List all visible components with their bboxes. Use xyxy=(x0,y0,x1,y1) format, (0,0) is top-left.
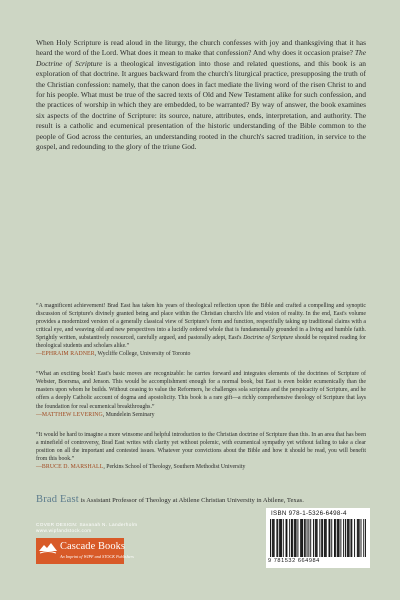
barcode-bar xyxy=(277,519,278,557)
book-description xyxy=(36,38,366,152)
barcode-bar xyxy=(291,519,292,557)
barcode-bar xyxy=(321,519,322,557)
barcode-bar xyxy=(281,519,282,557)
endorser-affiliation: , Wycliffe College, University of Toronto xyxy=(94,351,191,358)
cascade-logo-icon xyxy=(39,541,57,555)
barcode-bar xyxy=(280,519,281,557)
barcode-bar xyxy=(335,519,336,557)
barcode-bar xyxy=(274,519,275,557)
author-bio-text: is Assistant Professor of Theology at Abilene Christian University in Abilene, Texas. xyxy=(78,497,304,504)
isbn-barcode-box xyxy=(266,508,370,568)
barcode-bar xyxy=(292,519,293,557)
description-part-1: When Holy Scripture is read aloud in the liturgy, the church confesses with joy and thanksgiving that it has heard the word of the Lord. What does it mean to make that confession? And why does it occasion praise? xyxy=(36,38,366,58)
barcode-bar xyxy=(316,519,317,557)
barcode-bar xyxy=(331,519,332,557)
barcode-bar xyxy=(315,519,316,557)
endorsement-attribution xyxy=(36,350,366,358)
barcode-bar xyxy=(302,519,303,557)
endorsement-text-end: should be required reading for theological students and scholars alike.” xyxy=(36,335,366,350)
barcode-bar xyxy=(308,519,309,557)
author-bio xyxy=(36,495,376,505)
barcode-bar xyxy=(301,519,302,557)
barcode-bar xyxy=(294,519,295,557)
barcode-bar xyxy=(329,519,330,557)
endorser-name: —BRUCE D. MARSHALL xyxy=(36,463,104,470)
barcode-bar xyxy=(310,519,311,557)
barcode-bar xyxy=(361,519,362,557)
barcode-bar xyxy=(329,519,330,557)
endorsement-radner xyxy=(36,302,366,358)
description-title: The Doctrine of Scripture xyxy=(36,48,366,68)
barcode-bar xyxy=(363,519,364,557)
barcode-bar xyxy=(348,519,349,557)
endorsement-marshall xyxy=(36,431,366,471)
publisher-logo-block xyxy=(36,538,134,564)
endorsements xyxy=(36,302,366,483)
barcode-bar xyxy=(319,519,320,557)
barcode-bar xyxy=(334,519,335,557)
barcode-bar xyxy=(351,519,352,557)
barcode-bar xyxy=(347,519,348,557)
barcode-bar xyxy=(272,519,273,557)
barcode-bar xyxy=(300,519,301,557)
barcode-bar xyxy=(345,519,346,557)
barcode-bar xyxy=(357,519,358,557)
barcode-digits: 9 781532 664984 xyxy=(268,558,320,564)
barcode-bar xyxy=(338,519,339,557)
barcode-bar xyxy=(297,519,298,557)
publisher-url: www.wipfandstock.com xyxy=(36,528,92,534)
isbn-label: ISBN 978-1-5326-6498-4 xyxy=(271,510,347,517)
barcode-bar xyxy=(270,519,271,557)
barcode-bar xyxy=(295,519,296,557)
barcode-bar xyxy=(339,519,340,557)
barcode-bar xyxy=(358,519,359,557)
description-part-2: is a theological investigation into those and related questions, and this book is an exploration of that doctrine. It argues backward from the church's liturgical practice, presupposing the truth of the Christian confession: namely, that the canon does in fact mediate the living word of the risen Christ to and for his people. What must be true of the sacred texts of Old and New Testament alike for such confession, and the practices of worship in which they are embedded, to be warranted? By way of answer, the book examines six aspects of the doctrine of Scripture: its source, nature, attributes, ends, interpretation, and authority. The result is a catholic and ecumenical presentation of the historic understanding of the Bible common to the people of God across the centuries, an understanding rooted in the church's sacred tradition, in service to the gospel, and redounding to the glory of the triune God. xyxy=(36,58,366,152)
barcode-bar xyxy=(326,519,327,557)
cover-design-credit: COVER DESIGN: Savanah N. Landerholm xyxy=(36,522,138,527)
barcode-bar xyxy=(273,519,274,557)
barcode-bar xyxy=(322,519,323,557)
endorser-affiliation: , Mundelein Seminary xyxy=(102,411,155,418)
endorsement-levering xyxy=(36,370,366,418)
endorsement-text: “It would be hard to imagine a more winsome and helpful introduction to the Christian doctrine of Scripture than this. In an area that has been a minefield of controversy, Brad East writes with clarity yet without polemic, with ecumenical sympathy yet without failing to take a clear position on all the important and contested issues. Whatever your convictions about the Bible and how it should be read, you will benefit from this book.” xyxy=(36,431,366,462)
endorsement-text: “What an exciting book! East's basic moves are recognizable: he carries forward and integrates elements of the doctrines of Scripture of Webster, Boersma, and Jenson. This would be accomplishment enough for a normal book, but East is even bolder ecumenically than the masters upon whom he builds. Without ceasing to value the Reformers, he challenges sola scriptura and the perspicacity of Scripture, and he offers a deeply Catholic account of dogma and apostolicity. This book is a rare gift—a richly comprehensive theology of Scripture that lays the foundation for real ecumenical breakthroughs.” xyxy=(36,371,366,410)
barcode-bar xyxy=(289,519,290,557)
endorsement-text: “A magnificent achievement! Brad East has taken his years of theological reflection upon the Bible and crafted a compelling and synoptic discussion of Scripture's divinely granted being and place within the Christian church's life and vision of reality. In the end, East's volume provides a modernized version of a generally classical view of Scripture's form and function, respectfully taking up traditional claims with a critical eye, and weaving old and new perspectives into a lucidly ordered whole that is fundamentally grounded in a living and humble faith. Sprightly written, substantively resourced, carefully argued, and pastorally adept, East's xyxy=(36,303,366,342)
barcode-bar xyxy=(304,519,305,557)
barcode-bar xyxy=(365,519,366,557)
barcode-bar xyxy=(350,519,351,557)
barcode-bar xyxy=(317,519,318,557)
endorsement-title: Doctrine of Scripture xyxy=(243,335,294,342)
barcode-bar xyxy=(313,519,314,557)
endorsement-attribution xyxy=(36,463,366,471)
barcode-bar xyxy=(324,519,325,557)
barcode-bar xyxy=(349,519,350,557)
publisher-imprint: An Imprint of WIPF and STOCK Publishers xyxy=(60,554,134,559)
barcode-bar xyxy=(325,519,326,557)
endorser-name: —EPHRAIM RADNER xyxy=(36,351,95,358)
barcode-bar xyxy=(276,519,277,557)
barcode-bar xyxy=(354,519,355,557)
barcode xyxy=(270,519,366,557)
endorsement-attribution xyxy=(36,411,366,419)
endorser-name: —MATTHEW LEVERING xyxy=(36,411,103,418)
author-name: Brad East xyxy=(36,494,79,505)
barcode-bar xyxy=(286,519,287,557)
barcode-bar xyxy=(307,519,308,557)
barcode-bar xyxy=(296,519,297,557)
barcode-bar xyxy=(279,519,280,557)
barcode-bar xyxy=(305,519,306,557)
barcode-bar xyxy=(286,519,287,557)
publisher-name: Cascade Books xyxy=(60,541,126,552)
barcode-bar xyxy=(340,519,341,557)
barcode-bar xyxy=(359,519,360,557)
barcode-bar xyxy=(343,519,344,557)
cover-credits xyxy=(36,522,137,535)
endorser-affiliation: , Perkins School of Theology, Southern Methodist University xyxy=(103,463,246,470)
barcode-bar xyxy=(337,519,338,557)
barcode-bar xyxy=(283,519,284,557)
